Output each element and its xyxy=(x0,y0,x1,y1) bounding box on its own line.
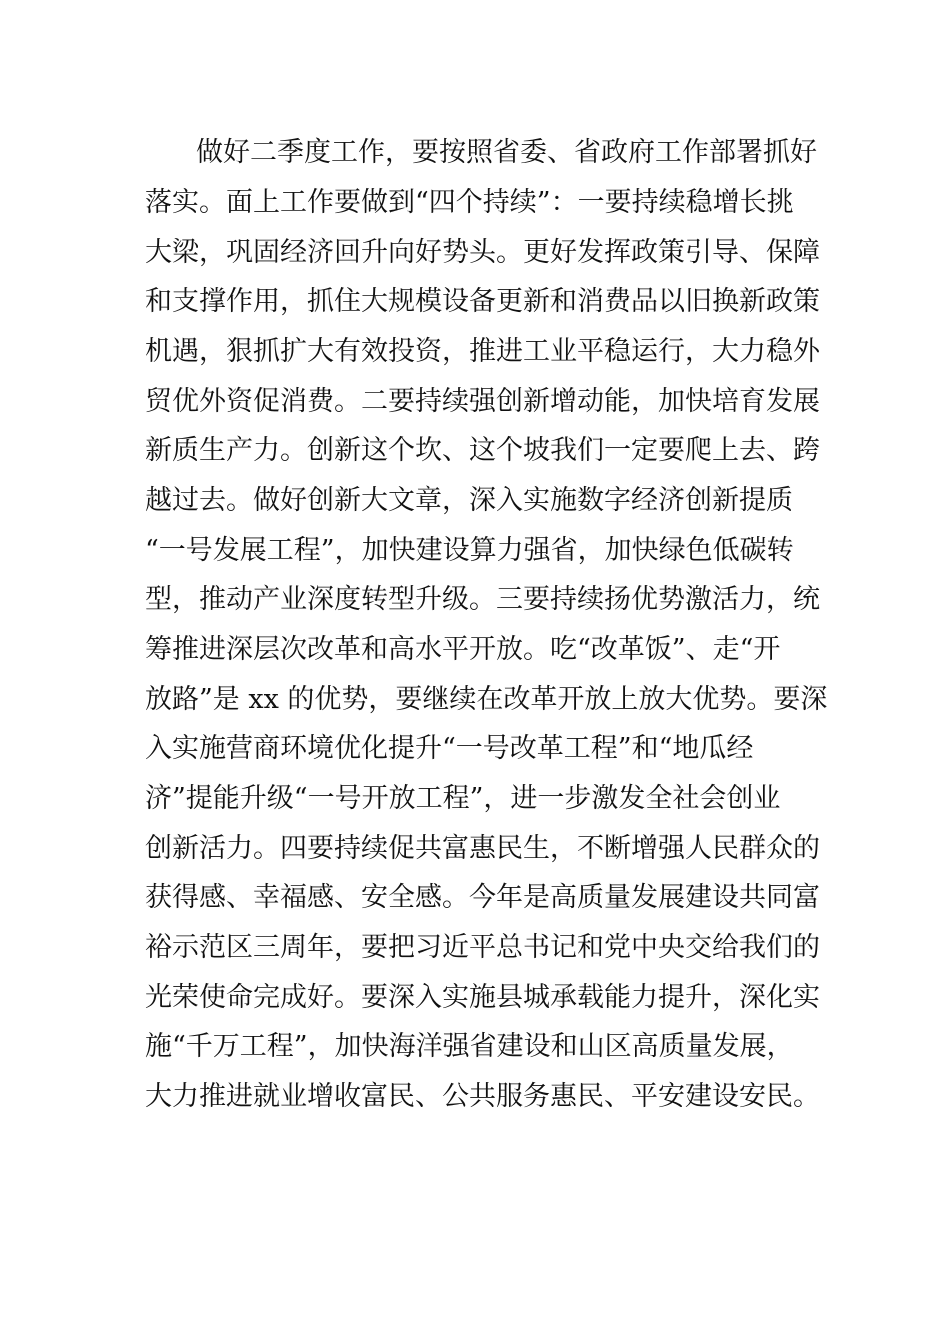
paragraph-line-11: 筹推进深层次改革和高水平开放。吃“改革饭”、走“开 xyxy=(145,634,781,665)
paragraph-line-6: 贸优外资促消费。二要持续强创新增动能，加快培育发展 xyxy=(145,386,820,417)
paragraph-line-18: 光荣使命完成好。要深入实施县城承载能力提升，深化实 xyxy=(145,982,820,1013)
paragraph-line-5: 机遇，狠抓扩大有效投资，推进工业平稳运行，大力稳外 xyxy=(145,336,820,367)
paragraph-line-13: 入实施营商环境优化提升“一号改革工程”和“地瓜经 xyxy=(145,733,754,764)
paragraph-line-9: “一号发展工程”，加快建设算力强省，加快绿色低碳转 xyxy=(145,535,794,566)
paragraph-line-20: 大力推进就业增收富民、公共服务惠民、平安建设安民。 xyxy=(145,1081,820,1112)
paragraph-line-1: 做好二季度工作，要按照省委、省政府工作部署抓好 xyxy=(196,137,817,168)
paragraph-line-14: 济”提能升级“一号开放工程”，进一步激发全社会创业 xyxy=(145,783,781,814)
paragraph-line-10: 型，推动产业深度转型升级。三要持续扬优势激活力，统 xyxy=(145,584,820,615)
paragraph-line-17: 裕示范区三周年，要把习近平总书记和党中央交给我们的 xyxy=(145,932,820,963)
paragraph-line-16: 获得感、幸福感、安全感。今年是高质量发展建设共同富 xyxy=(145,882,820,913)
paragraph-line-2: 落实。面上工作要做到“四个持续”：一要持续稳增长挑 xyxy=(145,187,794,218)
paragraph-line-7: 新质生产力。创新这个坎、这个坡我们一定要爬上去、跨 xyxy=(145,435,820,466)
paragraph-line-12: 放路”是 xx 的优势，要继续在改革开放上放大优势。要深 xyxy=(145,684,828,715)
paragraph-line-15: 创新活力。四要持续促共富惠民生，不断增强人民群众的 xyxy=(145,833,820,864)
paragraph-line-19: 施“千万工程”，加快海洋强省建设和山区高质量发展， xyxy=(145,1031,794,1062)
paragraph-line-4: 和支撑作用，抓住大规模设备更新和消费品以旧换新政策 xyxy=(145,286,820,317)
paragraph-line-8: 越过去。做好创新大文章，深入实施数字经济创新提质 xyxy=(145,485,793,516)
paragraph-line-3: 大梁，巩固经济回升向好势头。更好发挥政策引导、保障 xyxy=(145,237,820,268)
